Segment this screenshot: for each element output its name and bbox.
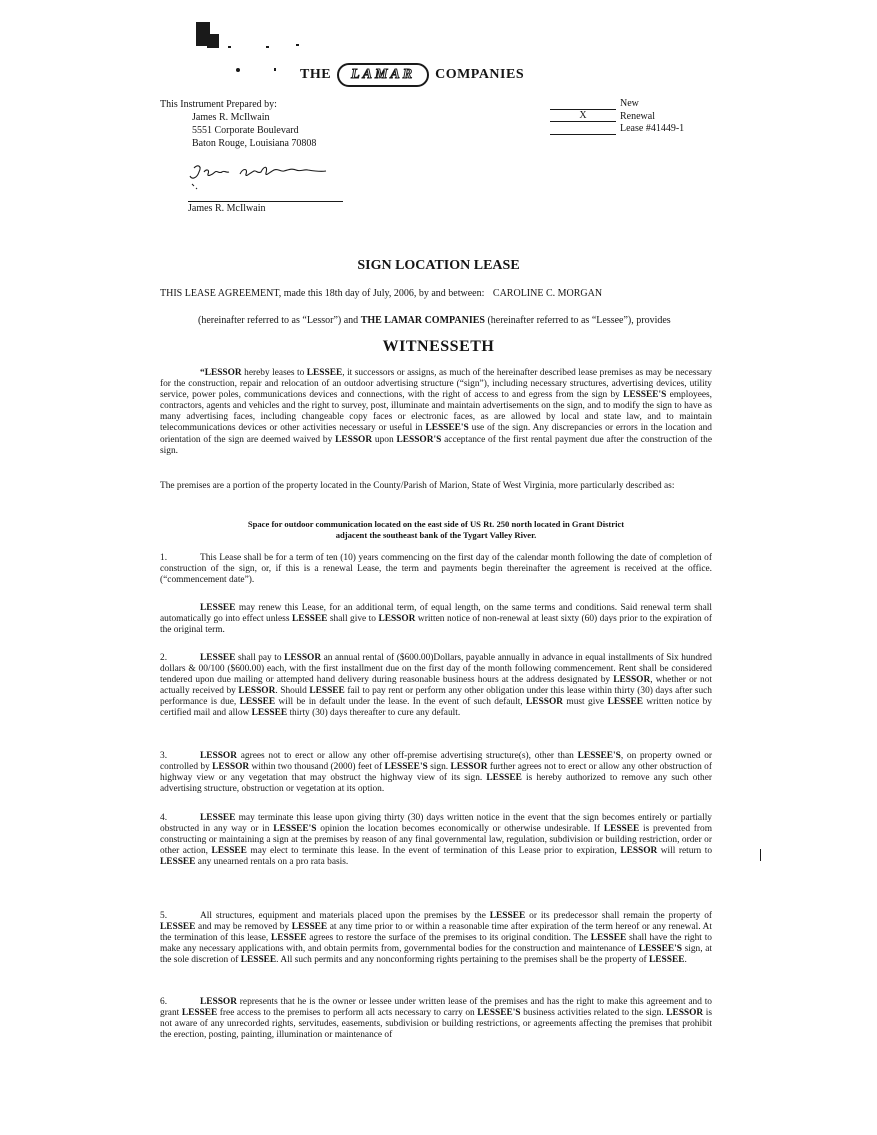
document-title: SIGN LOCATION LEASE xyxy=(357,258,520,273)
lease-type-new xyxy=(550,98,684,111)
lease-type-renewal xyxy=(550,111,684,124)
description-line-2: adjacent the southeast bank of the Tygart Valley River. xyxy=(335,530,537,540)
prepared-by-label: This Instrument Prepared by: xyxy=(160,99,277,110)
preparer-name: James R. McIlwain xyxy=(192,112,270,123)
renewal-label: Renewal xyxy=(620,110,655,122)
lease-number: Lease #41449-1 xyxy=(620,123,685,134)
section-2: 2. LESSEE shall pay to LESSOR an annual rental of ($600.00)Dollars, payable annually in advance in equal installments of Six hundred dollars & 00/100 ($600.00) each, with the first installment due on the first day of the month following commencement. Rent shall be considered tendered upon due mailing or attempted hand delivery during reasonable business hours at the address designated by LESSOR, whether or not actually received by LESSOR. Should LESSEE fail to pay rent or perform any other obligation under this lease within thirty (30) days after such performance is due, LESSEE will be in default under the lease. In the event of such default, LESSOR must give LESSEE written notice by certified mail and allow LESSEE thirty (30) days thereafter to cure any default. xyxy=(160,653,712,719)
prepared-by-block xyxy=(160,98,316,150)
signer-printed-name: James R. McIlwain xyxy=(188,203,266,214)
new-blank xyxy=(550,99,616,110)
premises-description xyxy=(160,519,712,541)
hereinafter-line xyxy=(198,315,671,326)
description-line-1: Space for outdoor communication located on the east side of US Rt. 250 north located in Grant District xyxy=(247,519,625,529)
handwritten-signature xyxy=(188,160,338,190)
renewal-blank: X xyxy=(550,111,616,122)
intro-paragraph: “LESSOR hereby leases to LESSEE, it successors or assigns, as much of the hereinafter described lease premises as may be necessary for the construction, repair and relocation of an outdoor advertising structure (“sign”), including necessary structures, advertising devices, utility service, power poles, communications devices and connections, with the right of access to and egress from the sign by LESSEE'S employees, contractors, agents and vehicles and the right to survey, post, illuminate and maintain advertisements on the sign, and to modify the sign to have as many advertising faces, including changeable copy faces or electronic faces, as are allowed by local and state law, and to maintain telecommunications devices or other activities necessary or useful in LESSEE'S use of the sign. Any discrepancies or errors in the location and orientation of the sign are deemed waived by LESSOR upon LESSOR'S acceptance of the first rental payment due after the construction of the sign. xyxy=(160,368,713,456)
logo-companies: COMPANIES xyxy=(435,67,525,82)
hereinafter-lessee: (hereinafter referred to as “Lessee”), provides xyxy=(487,315,671,326)
lease-type-block xyxy=(550,98,684,136)
lease-number-line xyxy=(550,123,684,136)
hereinafter-company: THE LAMAR COMPANIES xyxy=(360,315,485,326)
company-logo xyxy=(300,62,524,88)
lease-number-blank xyxy=(550,124,616,135)
preparer-address-2: Baton Rouge, Louisiana 70808 xyxy=(192,138,317,149)
logo-brand: LAMAR xyxy=(351,67,416,82)
hereinafter-lessor: (hereinafter referred to as “Lessor”) and xyxy=(198,315,359,326)
agreement-line xyxy=(160,288,602,299)
margin-mark xyxy=(760,849,761,861)
preparer-address-1: 5551 Corporate Boulevard xyxy=(192,125,299,136)
premises-paragraph: The premises are a portion of the property located in the County/Parish of Marion, State of West Virginia, more particularly described as: xyxy=(160,481,675,491)
section-1-renewal: LESSEE may renew this Lease, for an additional term, of equal length, on the same terms and conditions. Said renewal term shall automatically go into effect unless LESSEE shall give to LESSOR written notice of non-renewal at least sixty (60) days prior to the expiration of the original term. xyxy=(160,603,712,636)
lessor-party-name: CAROLINE C. MORGAN xyxy=(492,288,603,299)
section-6: 6. LESSOR represents that he is the owner or lessee under written lease of the premises and has the right to make this agreement and to grant LESSEE free access to the premises to perform all acts necessary to carry on LESSEE'S business activities related to the sign. LESSOR is not aware of any unrecorded rights, servitudes, easements, subdivision or building restrictions, or agreements affecting the premises that prohibit the erection, posting, painting, illumination or maintenance of xyxy=(160,997,712,1041)
section-4: 4. LESSEE may terminate this lease upon giving thirty (30) days written notice in the event that the sign becomes entirely or partially obstructed in any way or in LESSEE'S opinion the location becomes economically or otherwise undesirable. If LESSEE is prevented from constructing or maintaining a sign at the premises by reason of any final governmental law, regulation, subdivision or building restriction, order or other action, LESSEE may elect to terminate this lease. In the event of termination of this Lease prior to expiration, LESSOR will return to LESSEE any unearned rentals on a pro rata basis. xyxy=(160,813,713,868)
witnesseth-heading: WITNESSETH xyxy=(382,338,495,355)
logo-the: THE xyxy=(300,67,332,82)
section-1: 1. This Lease shall be for a term of ten (10) years commencing on the first day of the calendar month following the date of completion of construction of the sign, or, if this is a renewal Lease, the term and payments begin thereinafter the agreement is received at the office. (“commencement date”). xyxy=(160,553,712,586)
signature-line xyxy=(188,201,343,202)
agreement-text: THIS LEASE AGREEMENT, made this 18th day of July, 2006, by and between: xyxy=(160,288,485,299)
logo-oval xyxy=(337,63,429,87)
section-5: 5. All structures, equipment and materials placed upon the premises by the LESSEE or its predecessor shall remain the property of LESSEE and may be removed by LESSEE at any time prior to or within a reasonable time after expiration of the term hereof or any renewal. At the termination of this lease, LESSEE agrees to restore the surface of the premises to its original condition. The LESSEE shall have the right to make any necessary applications with, and obtain permits from, governmental bodies for the construction and maintenance of LESSEE'S sign, at the sole discretion of LESSEE. All such permits and any nonconforming rights pertaining to the premises shall be the property of LESSEE. xyxy=(160,911,713,966)
section-3: 3. LESSOR agrees not to erect or allow any other off-premise advertising structure(s), other than LESSEE'S, on property owned or controlled by LESSOR within two thousand (2000) feet of LESSEE'S sign. LESSOR further agrees not to erect or allow any other obstruction of highway view or any vegetation that may obstruct the highway view of its sign. LESSEE is hereby authorized to remove any such other advertising structure, obstruction or vegetation at its option. xyxy=(160,751,712,795)
new-label: New xyxy=(620,98,639,109)
